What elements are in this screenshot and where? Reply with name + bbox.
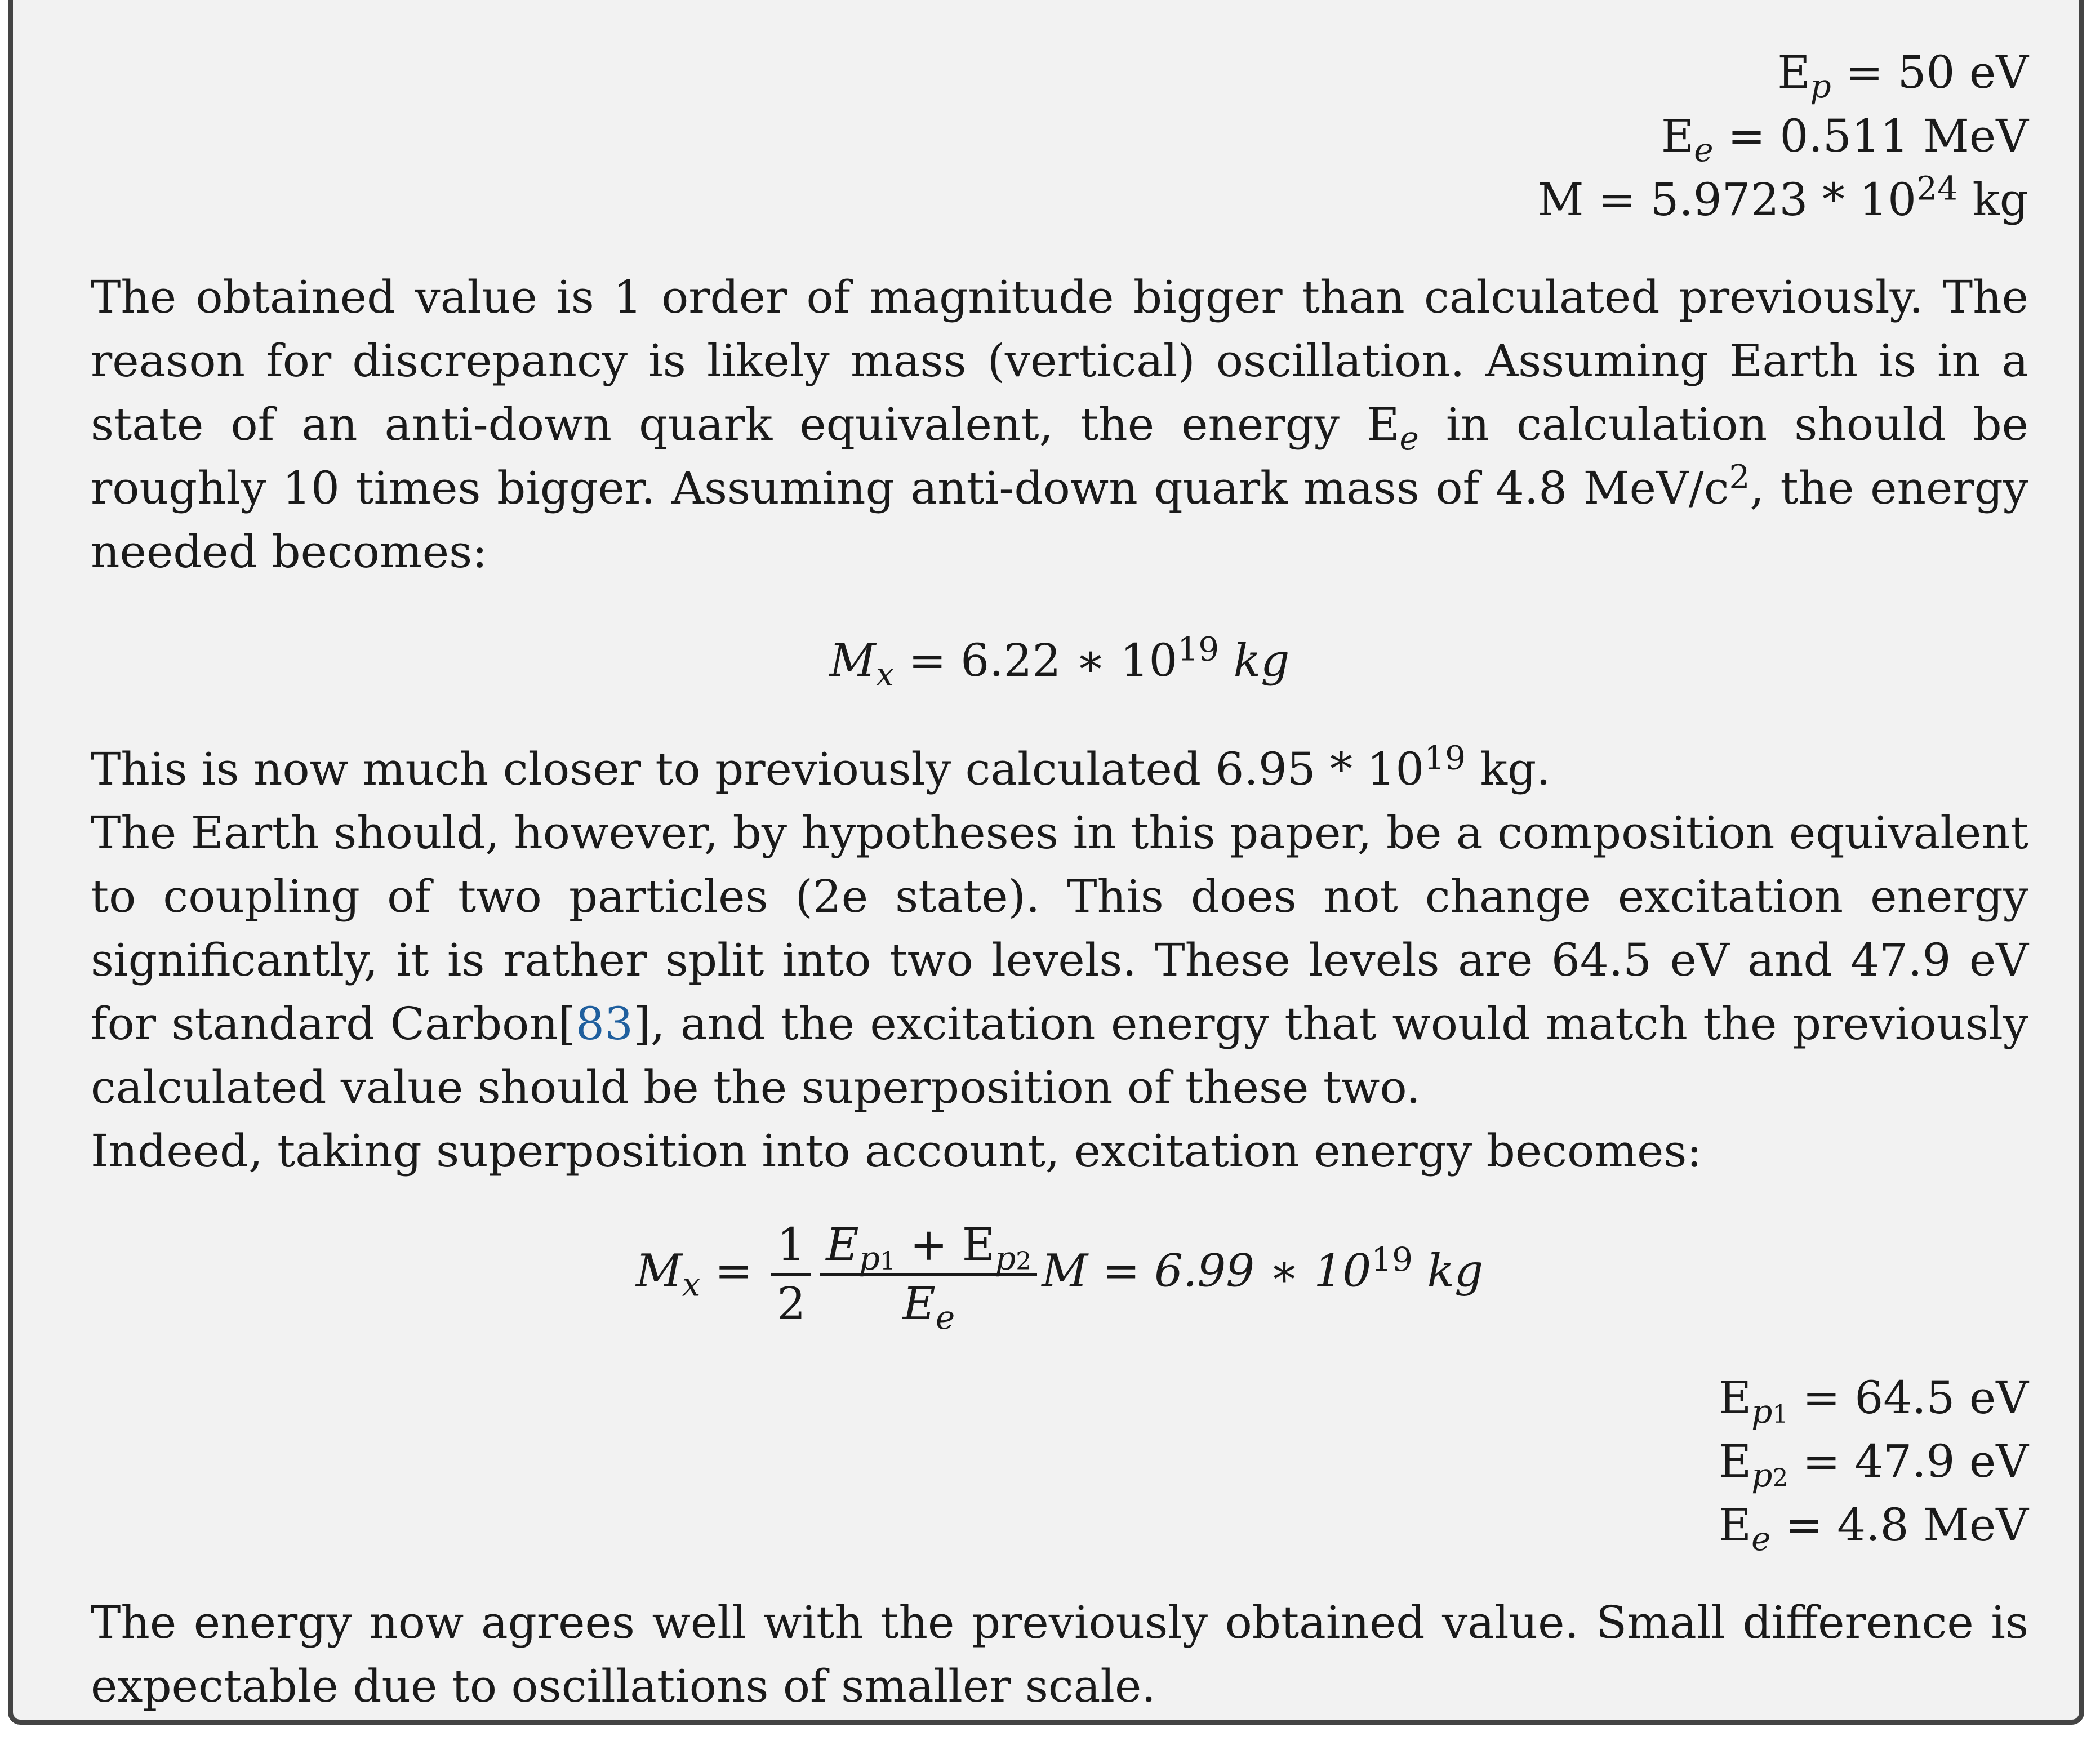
equation-mx-simple: $M_x = 6.22$ ∗ $10^{19}$ kg	[829, 630, 1290, 693]
paragraph-superposition: The Earth should, however, by hypotheses in this paper, be a composition equivalent to coupling of two particles (2e state). This does not change excitation energy significantly, it is rather split into two levels. These levels are 64.5 eV and 47.9 eV for standard Carbon[83], and the excitation energy that would match the previously calculated value should be the superposition of these two.	[91, 807, 2028, 1114]
param-ee-bottom: $E_e = 4.8$ MeV	[1718, 1499, 2028, 1558]
param-ep2: $E_{p2} = 47.9$ eV	[1718, 1435, 2028, 1494]
fraction-energy: $\frac{E_{p1} + E_{p2}}{E_e}$	[820, 1217, 1037, 1332]
param-ep: $E_p = 50$ eV	[1777, 46, 2028, 105]
param-ee: $E_e = 0.511$ MeV	[1661, 110, 2028, 169]
fraction-half: $\frac{1}{2}$	[771, 1217, 811, 1332]
params-top	[91, 41, 2028, 231]
page-content	[91, 41, 2028, 1718]
equation-mx-superposition: $M_x$ = $\frac{1}{2}$ $\frac{E_{p1} + E_{p2}}{E_e}$ M = 6.99 ∗ $10^{19}$ kg	[91, 1217, 2028, 1332]
paragraph-closer: This is now much closer to previously calculated $6.95 * 10^{19}$ kg.	[91, 738, 1551, 795]
param-ep1: $E_{p1} = 64.5$ eV	[1718, 1372, 2028, 1431]
paragraph-conclusion: The energy now agrees well with the previously obtained value. Small difference is expectable due to oscillations of smaller scale.	[91, 1596, 2028, 1712]
paragraph-indeed: Indeed, taking superposition into account, excitation energy becomes:	[91, 1125, 1702, 1177]
param-m: $M = 5.9723 * 10^{24}$ kg	[1537, 169, 2028, 226]
citation-link[interactable]: 83	[576, 998, 633, 1050]
content-frame	[8, 0, 2084, 1725]
paragraph-discrepancy: The obtained value is 1 order of magnitude bigger than calculated previously. The reason for discrepancy is likely mass (vertical) oscillation. Assuming Earth is in a state of an anti-down quark equivalent, the energy $E_e$ in calculation should be roughly 10 times bigger. Assuming anti-down quark mass of 4.8 MeV/$c^2$, the energy needed becomes:	[91, 271, 2028, 578]
params-bottom	[91, 1366, 2028, 1557]
